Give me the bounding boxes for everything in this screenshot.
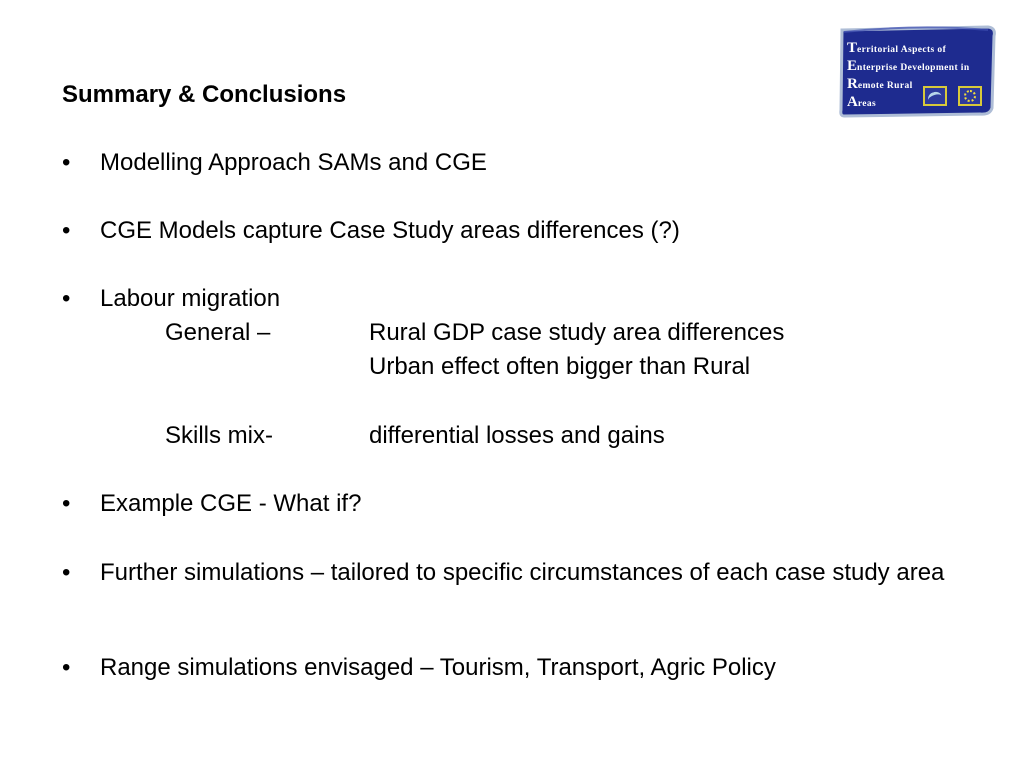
slide-title: Summary & Conclusions	[62, 81, 347, 108]
logo-line-territorial: Territorial Aspects of	[847, 40, 947, 56]
bullet-labour-migration	[62, 285, 972, 313]
bullet-range-simulations	[62, 654, 972, 682]
bullet-cge-models	[62, 217, 972, 245]
tera-logo	[838, 22, 998, 118]
bullet-text: Example CGE - What if?	[100, 490, 362, 517]
bullet-modelling-approach	[62, 149, 972, 177]
logo-line-enterprise: Enterprise Development in	[847, 58, 970, 74]
general-line-1: Rural GDP case study area differences	[369, 319, 785, 346]
swoosh-icon	[923, 86, 947, 106]
bullet-example-cge	[62, 490, 972, 518]
bullet-further-simulations	[62, 559, 972, 587]
bullet-dot: •	[62, 654, 71, 681]
general-line-2: Urban effect often bigger than Rural	[369, 353, 751, 380]
bullet-dot: •	[62, 285, 71, 312]
logo-line-areas: Areas	[847, 94, 877, 110]
bullet-dot: •	[62, 217, 71, 244]
bullet-text: Labour migration	[100, 285, 281, 312]
logo-line-remote: Remote Rural	[847, 76, 913, 92]
bullet-text: Modelling Approach SAMs and CGE	[100, 149, 487, 176]
eu-stars-icon	[958, 86, 982, 106]
bullet-dot: •	[62, 149, 71, 176]
bullet-dot: •	[62, 490, 71, 517]
logo-text	[847, 39, 970, 111]
bullet-text: Range simulations envisaged – Tourism, Transport, Agric Policy	[100, 654, 776, 681]
skills-label: Skills mix-	[165, 422, 273, 449]
general-label: General –	[165, 319, 271, 346]
skills-text: differential losses and gains	[369, 422, 665, 449]
bullet-text: Further simulations – tailored to specific circumstances of each case study area	[100, 559, 945, 586]
bullet-dot: •	[62, 559, 71, 586]
bullet-text: CGE Models capture Case Study areas differences (?)	[100, 217, 680, 244]
